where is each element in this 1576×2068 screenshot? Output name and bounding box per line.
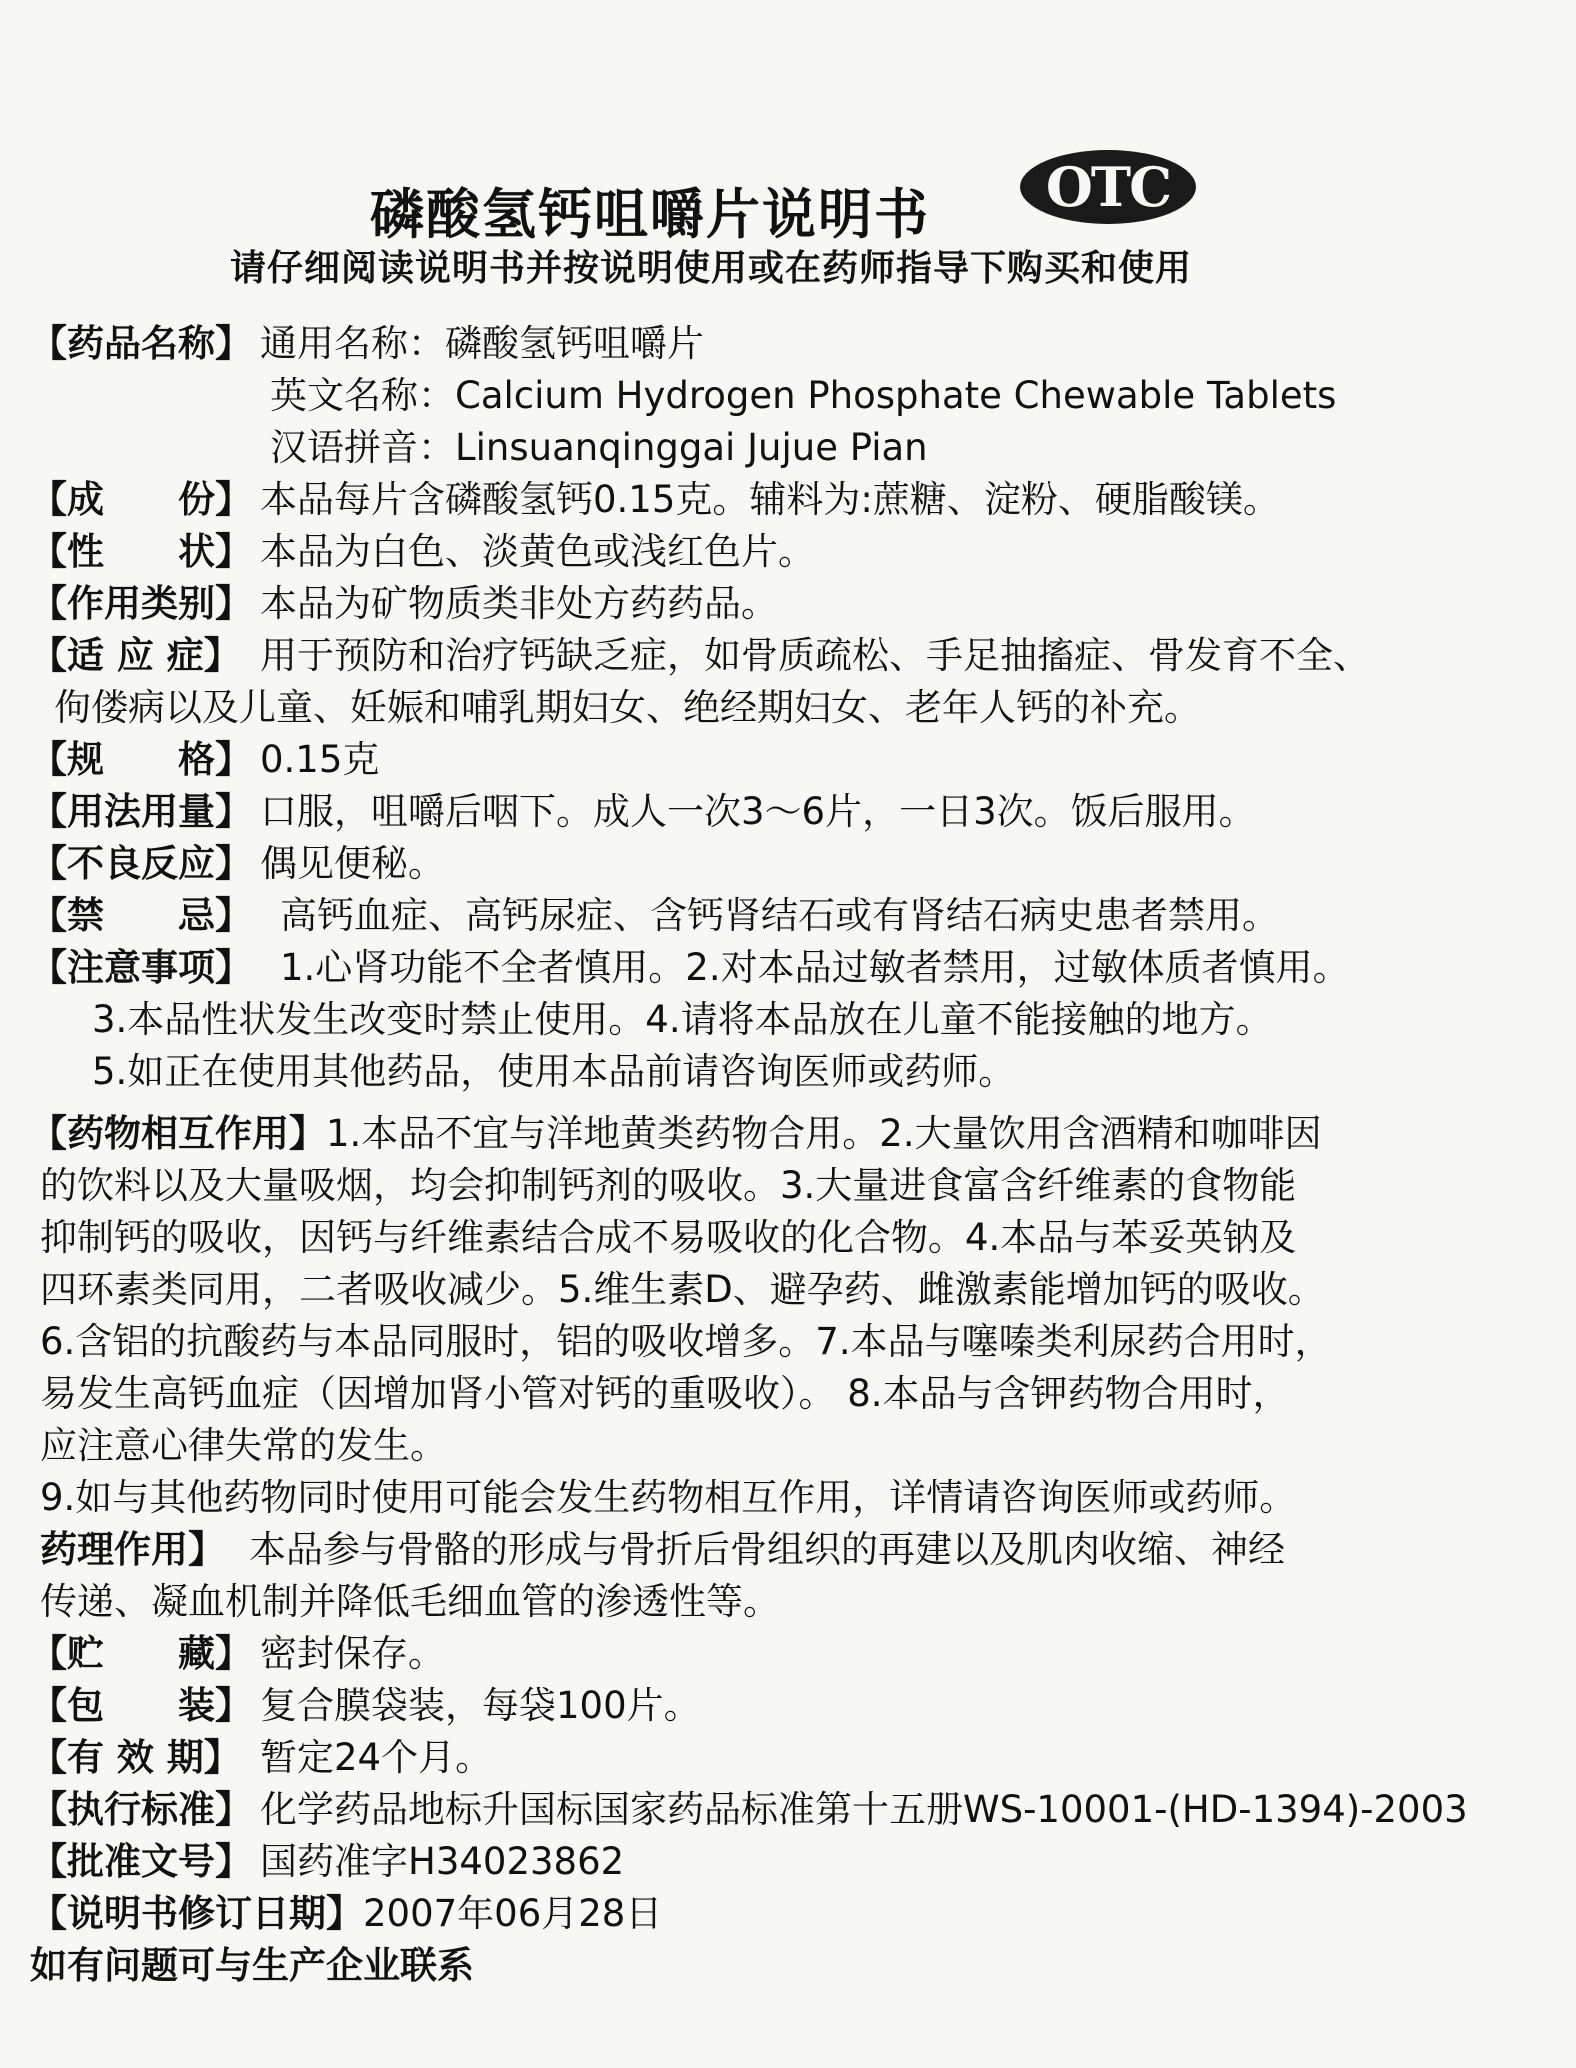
- storage-row: [30, 1628, 1450, 1680]
- english-name-label: 英文名称：: [270, 374, 455, 417]
- interactions-line-4: 四环素类同用，二者吸收减少。5.维生素D、避孕药、雌激素能增加钙的吸收。: [40, 1268, 1325, 1311]
- dosage-row: [30, 786, 1450, 838]
- appearance-value: 本品为白色、淡黄色或浅红色片。: [260, 530, 815, 573]
- contraindications-label: 【禁 忌】: [30, 894, 252, 937]
- page-title: 磷酸氢钙咀嚼片说明书: [370, 183, 930, 246]
- interactions-row: [30, 1108, 1450, 1160]
- interactions-row-4: [30, 1264, 1450, 1316]
- package-value: 复合膜袋装，每袋100片。: [260, 1684, 701, 1727]
- interactions-row-3: [30, 1212, 1450, 1264]
- footer-text: 如有问题可与生产企业联系: [30, 1944, 474, 1987]
- indications-line-1: 用于预防和治疗钙缺乏症，如骨质疏松、手足抽搐症、骨发育不全、: [260, 634, 1370, 677]
- category-value: 本品为矿物质类非处方药药品。: [260, 582, 778, 625]
- interactions-row-6: [30, 1368, 1450, 1420]
- dosage-label: 【用法用量】: [30, 790, 252, 833]
- interactions-line-6: 易发生高钙血症（因增加肾小管对钙的重吸收）。 8.本品与含钾药物合用时，: [40, 1372, 1290, 1415]
- contraindications-row: [30, 890, 1450, 942]
- spec-row: [30, 734, 1450, 786]
- contraindications-value: 高钙血症、高钙尿症、含钙肾结石或有肾结石病史患者禁用。: [280, 894, 1279, 937]
- dosage-value: 口服，咀嚼后咽下。成人一次3～6片，一日3次。饭后服用。: [260, 790, 1256, 833]
- interactions-line-1: 1.本品不宜与洋地黄类药物合用。2.大量饮用含酒精和咖啡因: [326, 1112, 1322, 1155]
- category-row: [30, 578, 1450, 630]
- standard-label: 【执行标准】: [30, 1788, 252, 1831]
- revision-value: 2007年06月28日: [363, 1892, 663, 1935]
- interactions-row-5: [30, 1316, 1450, 1368]
- interactions-line-2: 的饮料以及大量吸烟，均会抑制钙剂的吸收。3.大量进食富含纤维素的食物能: [40, 1164, 1297, 1207]
- english-name-value: Calcium Hydrogen Phosphate Chewable Tablets: [455, 374, 1337, 417]
- page-subtitle: 请仔细阅读说明书并按说明使用或在药师指导下购买和使用: [230, 248, 1193, 289]
- pinyin-name-label: 汉语拼音：: [270, 426, 455, 469]
- precautions-line-3: 5.如正在使用其他药品，使用本品前请咨询医师或药师。: [92, 1050, 1016, 1093]
- validity-label: 【有 效 期】: [30, 1736, 241, 1779]
- standard-row: [30, 1784, 1468, 1836]
- approval-row: [30, 1836, 1450, 1888]
- storage-value: 密封保存。: [260, 1632, 445, 1675]
- otc-badge: OTC: [1020, 150, 1196, 224]
- adverse-label: 【不良反应】: [30, 842, 252, 885]
- pharmacology-line-2: 传递、凝血机制并降低毛细血管的渗透性等。: [40, 1580, 780, 1623]
- revision-label: 【说明书修订日期】: [30, 1892, 363, 1935]
- composition-value: 本品每片含磷酸氢钙0.15克。辅料为:蔗糖、淀粉、硬脂酸镁。: [260, 478, 1280, 521]
- package-label: 【包 装】: [30, 1684, 252, 1727]
- interactions-row-8: [30, 1472, 1450, 1524]
- drug-name-generic-row: [30, 318, 1450, 370]
- indications-line-2: 佝偻病以及儿童、妊娠和哺乳期妇女、绝经期妇女、老年人钙的补充。: [54, 686, 1201, 729]
- leaflet-content: [30, 318, 1468, 1992]
- composition-label: 【成 份】: [30, 478, 252, 521]
- drug-name-pinyin-row: [30, 422, 1450, 474]
- pharmacology-row-2: [30, 1576, 1450, 1628]
- pharmacology-line-1: 本品参与骨骼的形成与骨折后骨组织的再建以及肌肉收缩、神经: [249, 1528, 1285, 1571]
- indications-label: 【适 应 症】: [30, 634, 241, 677]
- spec-label: 【规 格】: [30, 738, 252, 781]
- interactions-line-8: 9.如与其他药物同时使用可能会发生药物相互作用，详情请咨询医师或药师。: [40, 1476, 1297, 1519]
- appearance-label: 【性 状】: [30, 530, 252, 573]
- appearance-row: [30, 526, 1450, 578]
- revision-row: [30, 1888, 1450, 1940]
- spec-value: 0.15克: [260, 738, 380, 781]
- pharmacology-label: 药理作用】: [40, 1528, 225, 1571]
- category-label: 【作用类别】: [30, 582, 252, 625]
- package-row: [30, 1680, 1450, 1732]
- approval-value: 国药准字H34023862: [260, 1840, 625, 1883]
- precautions-line-1: 1.心肾功能不全者慎用。2.对本品过敏者禁用，过敏体质者慎用。: [280, 946, 1350, 989]
- precautions-label: 【注意事项】: [30, 946, 252, 989]
- validity-row: [30, 1732, 1450, 1784]
- interactions-row-2: [30, 1160, 1450, 1212]
- footer-note: [30, 1940, 1450, 1992]
- interactions-line-7: 应注意心律失常的发生。: [40, 1424, 447, 1467]
- precautions-row-2: [30, 994, 1450, 1046]
- interactions-line-5: 6.含铝的抗酸药与本品同服时，铝的吸收增多。7.本品与噻嗪类利尿药合用时，: [40, 1320, 1332, 1363]
- interactions-row-7: [30, 1420, 1450, 1472]
- indications-row-2: [30, 682, 1450, 734]
- generic-name-value: 磷酸氢钙咀嚼片: [445, 322, 704, 365]
- interactions-label: 【药物相互作用】: [30, 1112, 326, 1155]
- precautions-row: [30, 942, 1450, 994]
- composition-row: [30, 474, 1450, 526]
- precautions-row-3: [30, 1046, 1450, 1098]
- drug-name-english-row: [30, 370, 1450, 422]
- standard-value: 化学药品地标升国标国家药品标准第十五册WS-10001-(HD-1394)-2003: [260, 1788, 1468, 1831]
- pinyin-name-value: Linsuanqinggai Jujue Pian: [455, 426, 928, 469]
- storage-label: 【贮 藏】: [30, 1632, 252, 1675]
- adverse-row: [30, 838, 1450, 890]
- adverse-value: 偶见便秘。: [260, 842, 445, 885]
- approval-label: 【批准文号】: [30, 1840, 252, 1883]
- generic-name-label: 通用名称：: [260, 322, 445, 365]
- drug-name-label: 【药品名称】: [30, 322, 252, 365]
- validity-value: 暂定24个月。: [260, 1736, 493, 1779]
- pharmacology-row: [30, 1524, 1450, 1576]
- indications-row: [30, 630, 1450, 682]
- precautions-line-2: 3.本品性状发生改变时禁止使用。4.请将本品放在儿童不能接触的地方。: [92, 998, 1273, 1041]
- interactions-line-3: 抑制钙的吸收，因钙与纤维素结合成不易吸收的化合物。4.本品与苯妥英钠及: [40, 1216, 1297, 1259]
